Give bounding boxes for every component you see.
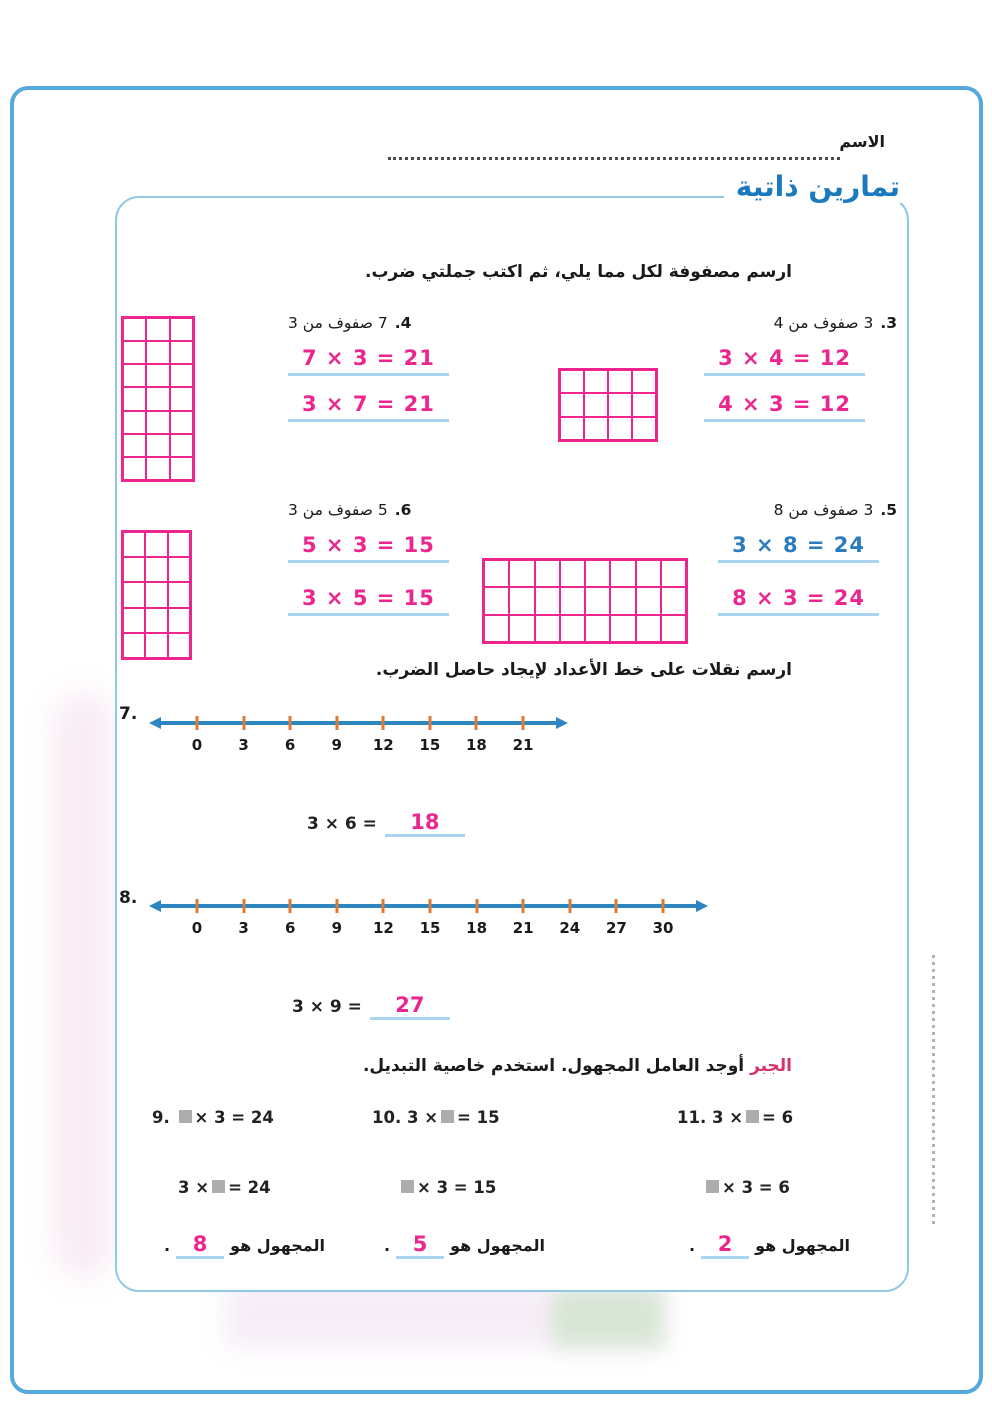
array-cell bbox=[509, 587, 534, 614]
name-label: الاسم bbox=[839, 132, 885, 151]
array-cell bbox=[123, 557, 145, 582]
numberline-tick-label: 30 bbox=[652, 919, 674, 937]
problem-number: 9. bbox=[152, 1108, 170, 1127]
problem-8-number: 8. bbox=[119, 888, 138, 908]
answer-suffix: . bbox=[384, 1236, 391, 1255]
array-cell bbox=[535, 560, 560, 587]
problem-11-equation-1 bbox=[677, 1108, 793, 1127]
numberline-tick bbox=[382, 716, 385, 730]
equation-text: = 6 bbox=[762, 1108, 794, 1127]
array-cell bbox=[145, 532, 167, 557]
name-dotted-line bbox=[388, 157, 840, 160]
problem-number: 10. bbox=[372, 1108, 402, 1127]
unknown-box-icon bbox=[212, 1180, 225, 1193]
problem-5-array-grid bbox=[482, 558, 688, 644]
answer-suffix: . bbox=[689, 1236, 696, 1255]
instruction-algebra bbox=[363, 1056, 792, 1076]
array-cell bbox=[632, 370, 656, 393]
equation-text: × 3 = 15 bbox=[417, 1178, 497, 1197]
array-cell bbox=[661, 587, 686, 614]
numberline-tick bbox=[196, 899, 199, 913]
instruction-arrays: ارسم مصفوفة لكل مما يلي، ثم اكتب جملتي ضرب. bbox=[365, 262, 792, 282]
array-cell bbox=[123, 364, 146, 387]
numberline-tick-label: 21 bbox=[512, 736, 534, 754]
answer-blank bbox=[396, 1232, 444, 1259]
array-cell bbox=[661, 615, 686, 642]
margin-vertical-text bbox=[932, 955, 935, 1225]
array-cell bbox=[123, 608, 145, 633]
array-cell bbox=[535, 587, 560, 614]
instruction-number-line: ارسم نقلات على خط الأعداد لإيجاد حاصل الضرب. bbox=[375, 660, 792, 680]
problem-text: 3 صفوف من 8 bbox=[773, 501, 874, 519]
numberline-tick bbox=[662, 899, 665, 913]
problem-11 bbox=[677, 1108, 907, 1278]
array-cell bbox=[560, 370, 584, 393]
problem-number: 11. bbox=[677, 1108, 707, 1127]
answer-blank bbox=[370, 993, 450, 1020]
numberline-tick bbox=[242, 899, 245, 913]
problem-4-equation-1: 7 × 3 = 21 bbox=[288, 346, 449, 376]
array-cell bbox=[168, 633, 190, 658]
numberline-tick-label: 6 bbox=[284, 736, 296, 754]
problem-11-answer bbox=[689, 1232, 850, 1259]
array-cell bbox=[584, 417, 608, 440]
array-cell bbox=[146, 434, 169, 457]
array-cell bbox=[608, 393, 632, 416]
answer-blank bbox=[176, 1232, 224, 1259]
problem-6-label bbox=[288, 501, 411, 519]
array-cell bbox=[484, 560, 509, 587]
worksheet-panel bbox=[115, 196, 909, 1292]
array-cell bbox=[170, 457, 193, 480]
problem-6-equation-1: 5 × 3 = 15 bbox=[288, 533, 449, 563]
problem-number: 6. bbox=[394, 501, 412, 519]
array-cell bbox=[584, 393, 608, 416]
equation-text: 3 × bbox=[711, 1108, 744, 1127]
array-cell bbox=[632, 393, 656, 416]
array-cell bbox=[168, 532, 190, 557]
numberline-tick-label: 6 bbox=[284, 919, 296, 937]
numberline-tick-label: 3 bbox=[238, 919, 249, 937]
array-cell bbox=[168, 557, 190, 582]
problem-11-equation-2 bbox=[703, 1178, 790, 1197]
numberline-tick-label: 15 bbox=[419, 919, 441, 937]
problem-4-array-grid bbox=[121, 316, 195, 482]
array-cell bbox=[636, 615, 661, 642]
numberline-tick-label: 9 bbox=[331, 919, 343, 937]
problem-4-label bbox=[288, 314, 411, 332]
array-cell bbox=[608, 370, 632, 393]
problem-7-equation bbox=[307, 810, 465, 837]
numberline-tick-label: 12 bbox=[372, 919, 394, 937]
array-cell bbox=[170, 364, 193, 387]
array-cell bbox=[168, 608, 190, 633]
problem-8-equation bbox=[292, 993, 450, 1020]
problem-9-equation-1 bbox=[152, 1108, 274, 1127]
array-cell bbox=[560, 587, 585, 614]
problem-number: 4. bbox=[394, 314, 412, 332]
numberline-tick-label: 9 bbox=[331, 736, 342, 754]
array-cell bbox=[585, 560, 610, 587]
numberline-tick bbox=[475, 716, 478, 730]
problem-text: 5 صفوف من 3 bbox=[288, 501, 388, 519]
equation-text: 3 × bbox=[406, 1108, 439, 1127]
numberline-tick-label: 21 bbox=[512, 919, 534, 937]
array-cell bbox=[610, 560, 635, 587]
numberline-tick bbox=[242, 716, 245, 730]
array-cell bbox=[145, 582, 167, 607]
array-cell bbox=[610, 615, 635, 642]
array-cell bbox=[170, 434, 193, 457]
array-cell bbox=[170, 318, 193, 341]
problem-number: 3. bbox=[880, 314, 897, 332]
numberline-right-arrow-icon bbox=[696, 900, 708, 912]
equation-text: 3 × 9 = bbox=[292, 997, 362, 1017]
problem-10-answer bbox=[384, 1232, 545, 1259]
array-cell bbox=[560, 615, 585, 642]
array-cell bbox=[123, 387, 146, 410]
unknown-box-icon bbox=[179, 1110, 192, 1123]
numberline-right-arrow-icon bbox=[556, 717, 568, 729]
numberline-ticks bbox=[191, 896, 674, 946]
array-cell bbox=[123, 434, 146, 457]
array-cell bbox=[123, 318, 146, 341]
numberline-tick bbox=[615, 899, 618, 913]
array-cell bbox=[145, 608, 167, 633]
problem-3-equation-2: 4 × 3 = 12 bbox=[704, 392, 865, 422]
array-cell bbox=[585, 615, 610, 642]
answer-value: 8 bbox=[192, 1232, 208, 1256]
numberline-tick bbox=[289, 899, 292, 913]
equation-text: 3 × 6 = bbox=[307, 814, 377, 834]
problem-9-answer bbox=[164, 1232, 325, 1259]
array-cell bbox=[146, 411, 169, 434]
array-cell bbox=[509, 615, 534, 642]
array-cell bbox=[123, 532, 145, 557]
problem-3-equation-1: 3 × 4 = 12 bbox=[704, 346, 865, 376]
problem-10 bbox=[372, 1108, 602, 1278]
algebra-label: الجبر bbox=[750, 1056, 792, 1076]
numberline-tick-label: 12 bbox=[372, 736, 394, 754]
problem-text: 7 صفوف من 3 bbox=[288, 314, 388, 332]
array-cell bbox=[146, 387, 169, 410]
numberline-tick-label: 18 bbox=[465, 736, 487, 754]
answer-suffix: . bbox=[164, 1236, 171, 1255]
array-cell bbox=[168, 582, 190, 607]
problem-5-equation-1: 3 × 8 = 24 bbox=[718, 533, 879, 563]
numberline-tick bbox=[429, 899, 432, 913]
numberline-tick bbox=[428, 716, 431, 730]
numberline-tick-label: 0 bbox=[191, 919, 203, 937]
answer-value: 18 bbox=[410, 810, 440, 834]
numberline-tick-label: 0 bbox=[191, 736, 203, 754]
numberline-tick bbox=[475, 899, 478, 913]
problem-9-equation-2 bbox=[178, 1178, 271, 1197]
array-cell bbox=[123, 633, 145, 658]
numberline-tick bbox=[568, 899, 571, 913]
numberline-tick bbox=[382, 899, 385, 913]
array-cell bbox=[636, 587, 661, 614]
problem-6-array-grid bbox=[121, 530, 192, 660]
answer-blank bbox=[701, 1232, 749, 1259]
answer-label: المجهول هو bbox=[230, 1236, 325, 1255]
array-cell bbox=[608, 417, 632, 440]
array-cell bbox=[661, 560, 686, 587]
equation-text: = 24 bbox=[228, 1178, 271, 1197]
array-cell bbox=[535, 615, 560, 642]
numberline-tick bbox=[196, 716, 199, 730]
problem-10-equation-2 bbox=[398, 1178, 496, 1197]
array-cell bbox=[123, 582, 145, 607]
answer-label: المجهول هو bbox=[450, 1236, 545, 1255]
array-cell bbox=[123, 411, 146, 434]
array-cell bbox=[584, 370, 608, 393]
problem-3-label bbox=[774, 314, 897, 332]
numberline-tick bbox=[335, 899, 338, 913]
numberline-ticks bbox=[191, 713, 534, 763]
problem-9 bbox=[152, 1108, 382, 1278]
problem-5-label bbox=[774, 501, 897, 519]
answer-value: 5 bbox=[412, 1232, 428, 1256]
numberline-tick-label: 18 bbox=[466, 919, 488, 937]
problem-text: 3 صفوف من 4 bbox=[773, 314, 874, 332]
answer-label: المجهول هو bbox=[755, 1236, 850, 1255]
array-cell bbox=[610, 587, 635, 614]
array-cell bbox=[146, 318, 169, 341]
answer-blank bbox=[385, 810, 465, 837]
problem-10-equation-1 bbox=[372, 1108, 500, 1127]
algebra-instruction-text: أوجد العامل المجهول. استخدم خاصية التبديل. bbox=[362, 1056, 745, 1076]
unknown-box-icon bbox=[401, 1180, 414, 1193]
problem-3-array-grid bbox=[558, 368, 658, 442]
problem-6-equation-2: 3 × 5 = 15 bbox=[288, 586, 449, 616]
array-cell bbox=[560, 560, 585, 587]
array-cell bbox=[560, 393, 584, 416]
equation-text: 3 × bbox=[178, 1178, 210, 1197]
array-cell bbox=[560, 417, 584, 440]
worksheet-title: تمارين ذاتية bbox=[724, 170, 912, 203]
array-cell bbox=[145, 557, 167, 582]
equation-text: × 3 = 24 bbox=[194, 1108, 274, 1127]
problem-7-number: 7. bbox=[119, 704, 138, 724]
answer-value: 2 bbox=[717, 1232, 733, 1256]
array-cell bbox=[170, 387, 193, 410]
answer-value: 27 bbox=[395, 993, 425, 1017]
array-cell bbox=[170, 411, 193, 434]
array-cell bbox=[632, 417, 656, 440]
numberline-tick-label: 15 bbox=[419, 736, 441, 754]
array-cell bbox=[585, 587, 610, 614]
array-cell bbox=[636, 560, 661, 587]
equation-text: × 3 = 6 bbox=[722, 1178, 790, 1197]
problem-4-equation-2: 3 × 7 = 21 bbox=[288, 392, 449, 422]
array-cell bbox=[146, 341, 169, 364]
problem-number: 5. bbox=[880, 501, 897, 519]
numberline-tick bbox=[335, 716, 338, 730]
numberline-tick bbox=[289, 716, 292, 730]
unknown-box-icon bbox=[706, 1180, 719, 1193]
problem-7-numberline bbox=[150, 713, 567, 763]
numberline-tick bbox=[522, 716, 525, 730]
array-cell bbox=[146, 457, 169, 480]
array-cell bbox=[123, 341, 146, 364]
array-cell bbox=[484, 587, 509, 614]
problem-5-equation-2: 8 × 3 = 24 bbox=[718, 586, 879, 616]
array-cell bbox=[146, 364, 169, 387]
array-cell bbox=[123, 457, 146, 480]
array-cell bbox=[145, 633, 167, 658]
unknown-box-icon bbox=[746, 1110, 759, 1123]
numberline-tick bbox=[522, 899, 525, 913]
unknown-box-icon bbox=[441, 1110, 454, 1123]
array-cell bbox=[170, 341, 193, 364]
numberline-tick-label: 24 bbox=[559, 919, 581, 937]
equation-text: = 15 bbox=[457, 1108, 500, 1127]
array-cell bbox=[484, 615, 509, 642]
numberline-tick-label: 27 bbox=[605, 919, 627, 937]
problem-8-numberline bbox=[150, 896, 707, 946]
array-cell bbox=[509, 560, 534, 587]
numberline-tick-label: 3 bbox=[238, 736, 249, 754]
